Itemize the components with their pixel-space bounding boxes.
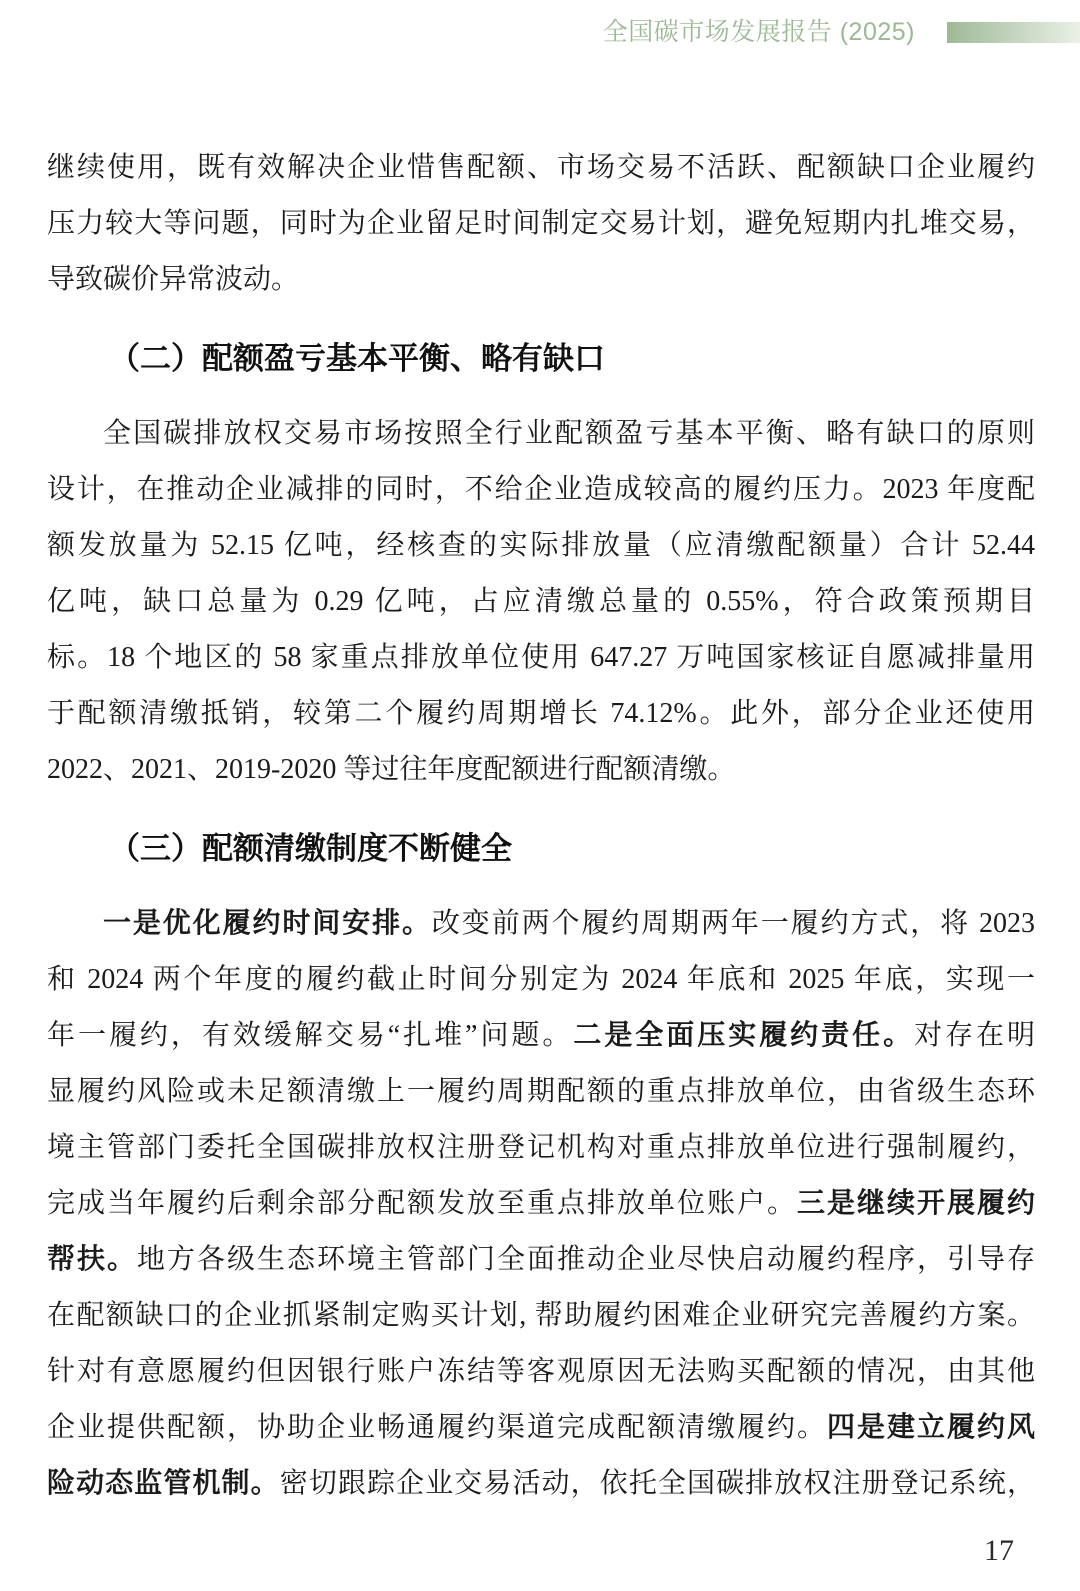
text-line [47, 406, 1035, 462]
section-heading: （三）配额清缴制度不断健全 [109, 831, 512, 866]
text-run: 导致碳价异常波动。 [47, 264, 300, 295]
text-line [47, 1344, 1035, 1400]
text-line [47, 742, 1035, 798]
text-run: 和 2024 两个年度的履约截止时间分别定为 2024 年底和 2025 年底，实现一 [47, 964, 1035, 995]
text-run: 在配额缺口的企业抓紧制定购买计划, 帮助履约困难企业研究完善履约方案。 [47, 1300, 1035, 1331]
text-run: 2022、2021、2019-2020 等过往年度配额进行配额清缴。 [47, 754, 736, 785]
paragraph [47, 406, 1035, 798]
text-run: 亿吨，缺口总量为 0.29 亿吨，占应清缴总量的 0.55%，符合政策预期目 [47, 586, 1035, 617]
bold-text-run: 二是全面压实履约责任。 [573, 1020, 915, 1051]
text-line [47, 1456, 1035, 1512]
page-number: 17 [984, 1534, 1014, 1567]
text-line [47, 952, 1035, 1008]
bold-text-run: 一是优化履约时间安排。 [103, 908, 432, 939]
text-run: 对存在明 [914, 1020, 1035, 1051]
text-run: 境主管部门委托全国碳排放权注册登记机构对重点排放单位进行强制履约， [47, 1132, 1035, 1163]
text-run: 企业提供配额，协助企业畅通履约渠道完成配额清缴履约。 [47, 1412, 827, 1443]
text-line [47, 1120, 1035, 1176]
text-line [47, 574, 1035, 630]
text-run: 设计，在推动企业减排的同时，不给企业造成较高的履约压力。2023 年度配 [47, 474, 1035, 505]
text-run: 压力较大等问题，同时为企业留足时间制定交易计划，避免短期内扎堆交易， [47, 208, 1035, 239]
text-run: 于配额清缴抵销，较第二个履约周期增长 74.12%。此外，部分企业还使用 [47, 698, 1035, 729]
text-line [47, 896, 1035, 952]
text-run: 完成当年履约后剩余部分配额发放至重点排放单位账户。 [47, 1188, 797, 1219]
text-line [47, 252, 1035, 308]
text-line [47, 1008, 1035, 1064]
bold-text-run: 险动态监管机制。 [47, 1468, 280, 1499]
text-line [47, 196, 1035, 252]
bold-text-run: 帮扶。 [47, 1244, 137, 1275]
paragraph [47, 140, 1035, 308]
section-heading: （二）配额盈亏基本平衡、略有缺口 [109, 341, 605, 376]
text-run: 全国碳排放权交易市场按照全行业配额盈亏基本平衡、略有缺口的原则 [103, 418, 1035, 449]
text-run: 标。18 个地区的 58 家重点排放单位使用 647.27 万吨国家核证自愿减排量用 [47, 642, 1035, 673]
text-run: 改变前两个履约周期两年一履约方式，将 2023 [431, 908, 1035, 939]
text-line [47, 140, 1035, 196]
text-run: 密切跟踪企业交易活动，依托全国碳排放权注册登记系统， [279, 1468, 1035, 1499]
text-run: 继续使用，既有效解决企业惜售配额、市场交易不活跃、配额缺口企业履约 [47, 152, 1035, 183]
text-line [47, 1288, 1035, 1344]
text-line [47, 1232, 1035, 1288]
bold-text-run: 四是建立履约风 [826, 1412, 1035, 1443]
text-run: 额发放量为 52.15 亿吨，经核查的实际排放量（应清缴配额量）合计 52.44 [47, 530, 1035, 561]
text-run: 针对有意愿履约但因银行账户冻结等客观原因无法购买配额的情况，由其他 [47, 1356, 1035, 1387]
text-line [47, 630, 1035, 686]
text-line [47, 518, 1035, 574]
bold-text-run: 三是继续开展履约 [796, 1188, 1035, 1219]
document-body [47, 140, 1035, 1512]
header-accent-bar [947, 22, 1080, 43]
paragraph [47, 896, 1035, 1512]
running-header-title: 全国碳市场发展报告 (2025) [602, 18, 915, 46]
text-line [47, 686, 1035, 742]
text-run: 地方各级生态环境主管部门全面推动企业尽快启动履约程序，引导存 [137, 1244, 1035, 1275]
text-run: 显履约风险或未足额清缴上一履约周期配额的重点排放单位，由省级生态环 [47, 1076, 1035, 1107]
text-line [47, 1064, 1035, 1120]
text-line [47, 462, 1035, 518]
text-line [47, 1400, 1035, 1456]
text-run: 年一履约，有效缓解交易“扎堆”问题。 [47, 1020, 574, 1051]
text-line [47, 1176, 1035, 1232]
